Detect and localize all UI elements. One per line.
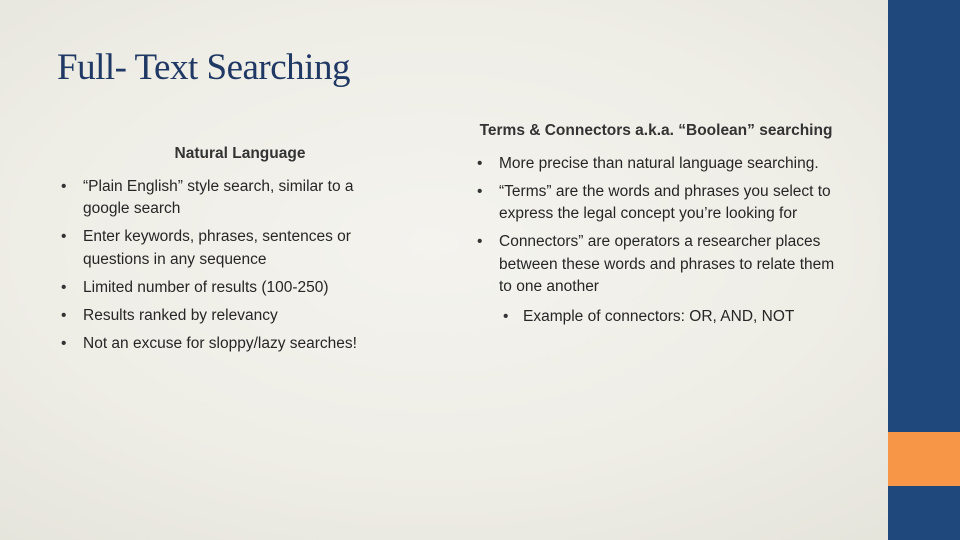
slide-title: Full- Text Searching: [57, 47, 350, 88]
list-item: • More precise than natural language searching.: [474, 153, 848, 176]
list-item: • “Plain English” style search, similar to a google search: [58, 176, 398, 221]
list-item: • “Terms” are the words and phrases you select to express the legal concept you’re looking for: [474, 181, 848, 226]
natural-language-heading: Natural Language: [174, 145, 306, 162]
list-item: • Limited number of results (100-250): [58, 277, 398, 300]
connectors-sub-list: [474, 306, 848, 329]
list-item: • Enter keywords, phrases, sentences or questions in any sequence: [58, 226, 398, 271]
sub-list-item: • Example of connectors: OR, AND, NOT: [474, 306, 848, 329]
terms-connectors-heading: Terms & Connectors a.k.a. “Boolean” searching: [479, 122, 833, 139]
natural-language-column: [58, 143, 398, 361]
terms-connectors-list: [474, 153, 848, 299]
list-item: • Results ranked by relevancy: [58, 305, 398, 328]
list-item: • Connectors” are operators a researcher places between these words and phrases to relate them to one another: [474, 231, 848, 299]
natural-language-list: [58, 176, 398, 356]
sidebar-accent-block: [888, 432, 960, 486]
terms-connectors-column: [474, 120, 848, 328]
list-item: • Not an excuse for sloppy/lazy searches!: [58, 333, 398, 356]
